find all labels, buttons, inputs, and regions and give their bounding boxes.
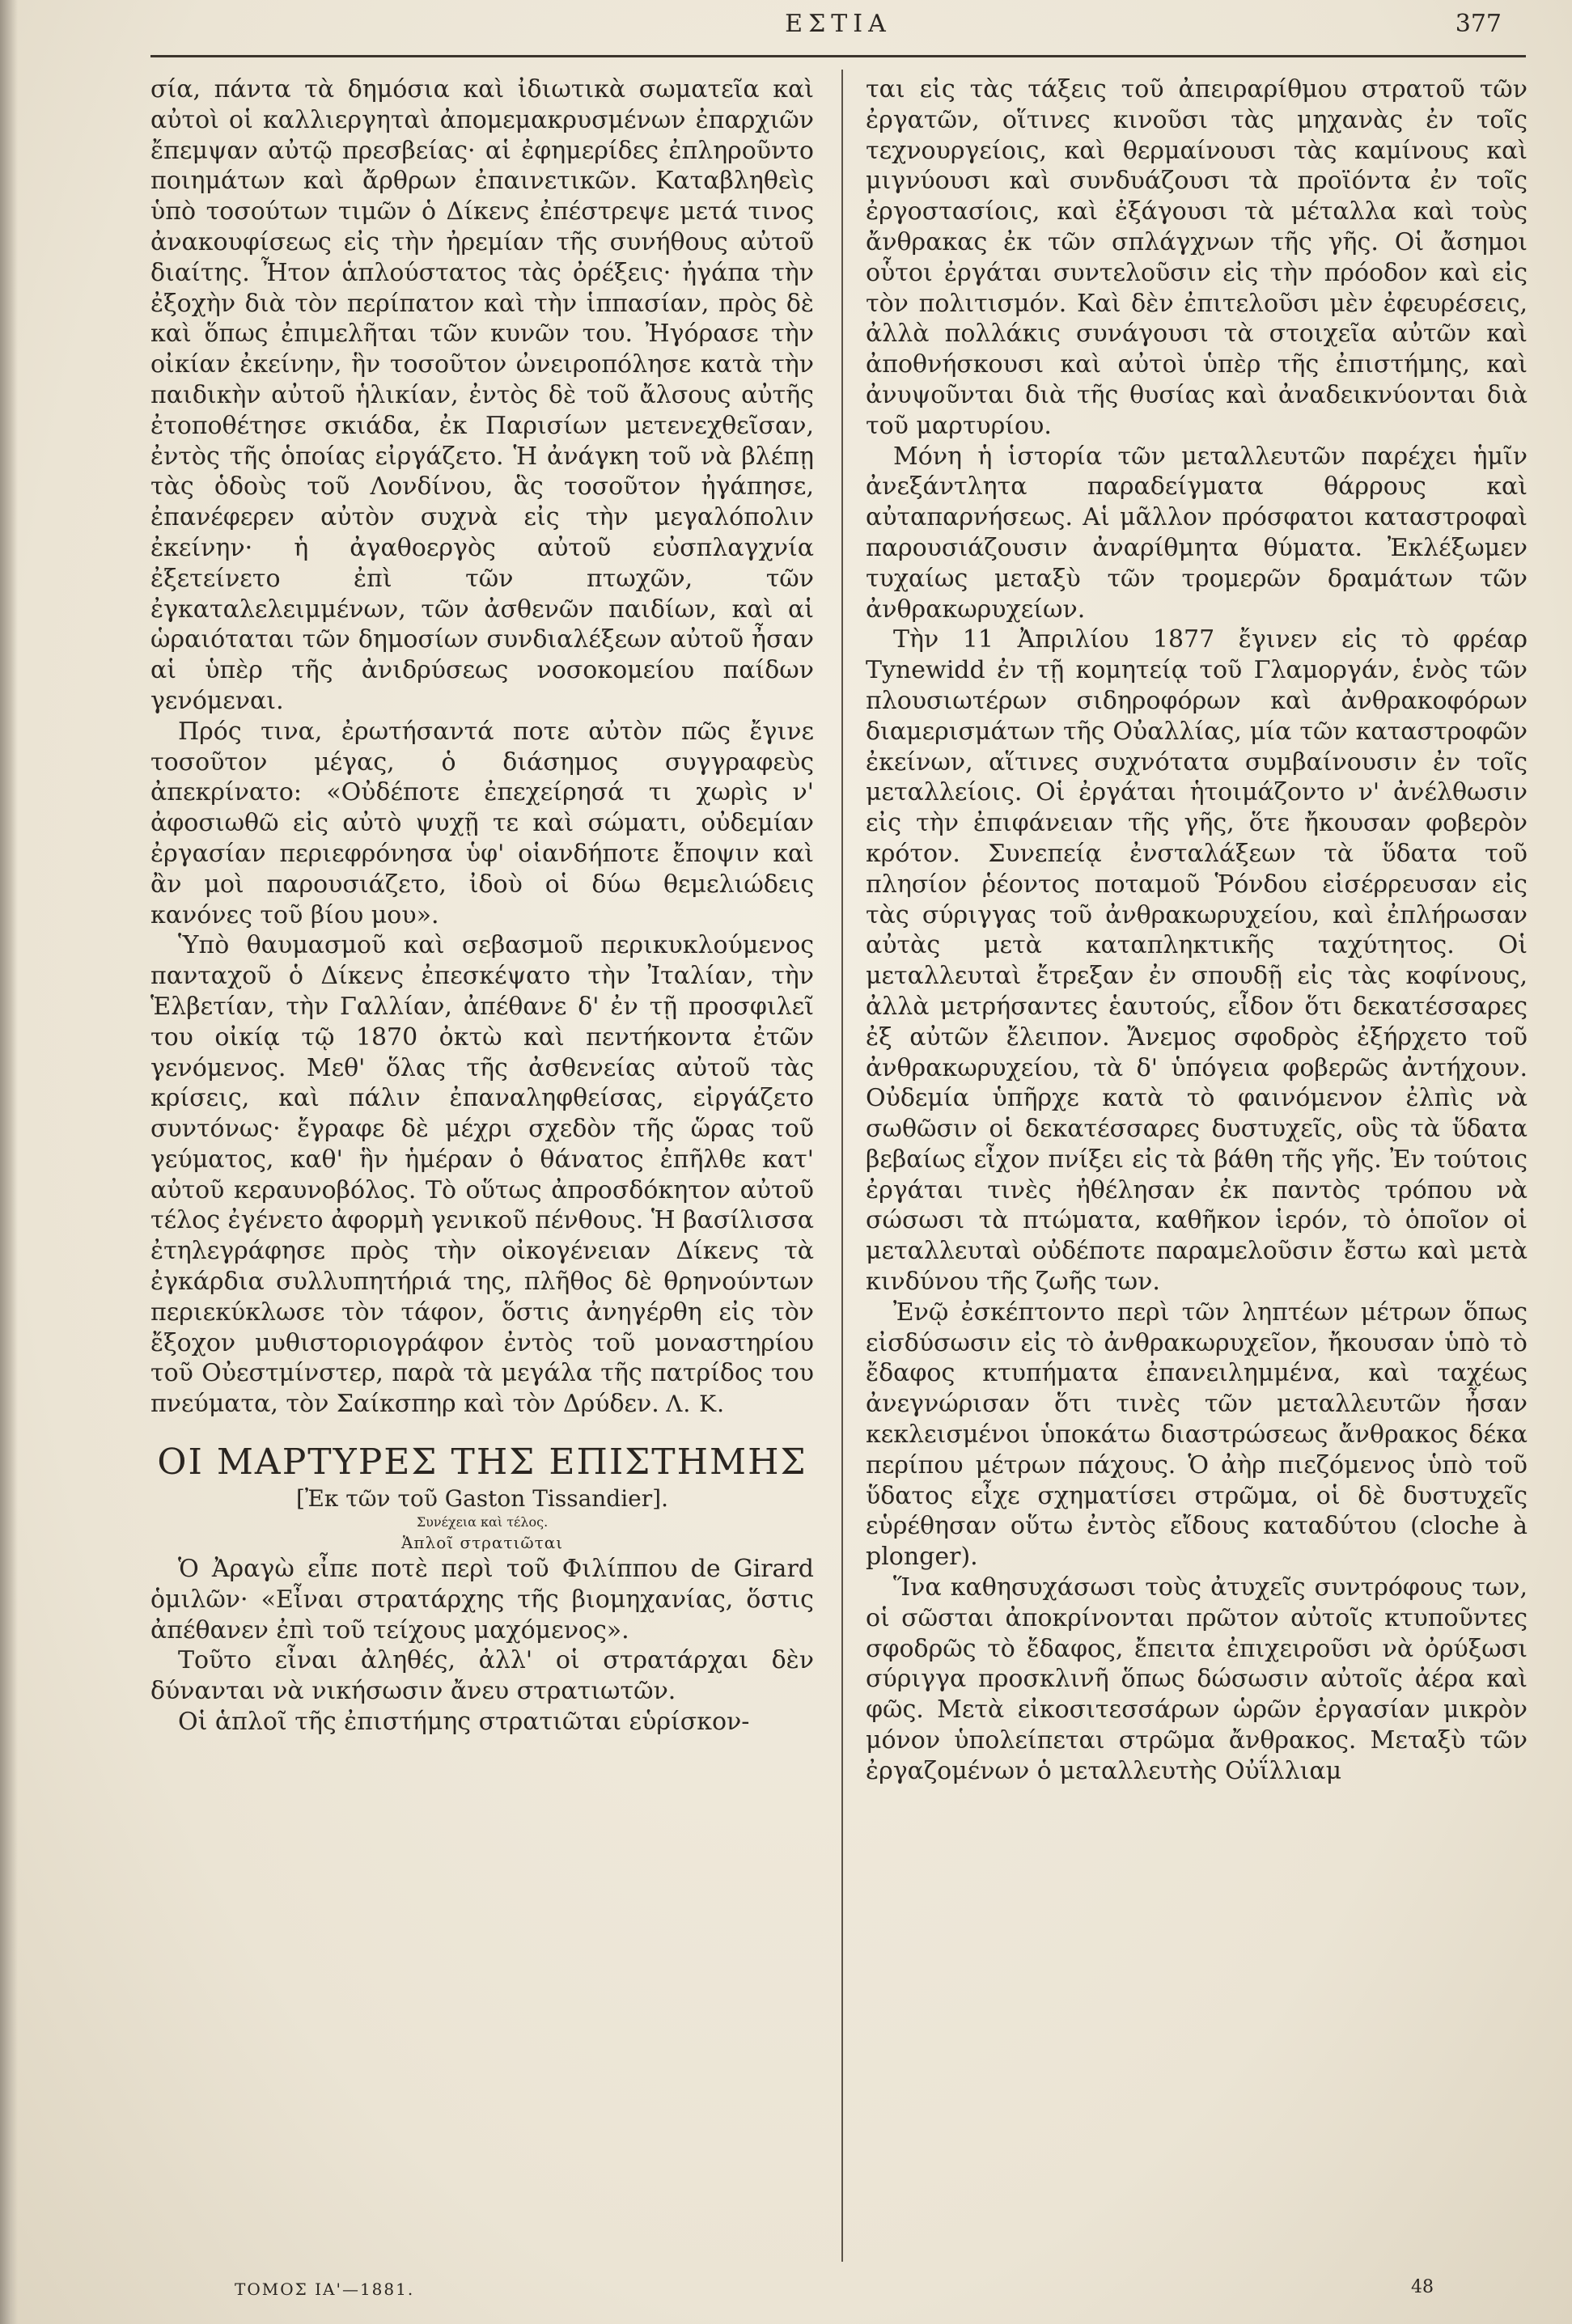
paragraph: Ὑπὸ θαυμασμοῦ καὶ σεβασμοῦ περικυκλούμενος πανταχοῦ ὁ Δίκενς ἐπεσκέψατο τὴν Ἰταλίαν, τὴν Ἑλβετίαν, τὴν Γαλλίαν, ἀπέθανε δ' ἐν τῇ προσφιλεῖ του οἰκίᾳ τῷ 1870 ὀκτὼ καὶ πεντήκοντα ἐτῶν γενόμενος. Μεθ' ὅλας τῆς ἀσθενείας αὐτοῦ τὰς κρίσεις, καὶ πάλιν ἐπαναληφθείσας, εἰργάζετο συντόνως· ἔγραφε δὲ μέχρι σχεδὸν τῆς ὥρας τοῦ γεύματος, καθ' ἣν ἡμέραν ὁ θάνατος ἐπῆλθε κατ' αὐτοῦ κεραυνοβόλος. Τὸ οὕτως ἀπροσδόκητον αὐτοῦ τέλος ἐγένετο ἀφορμὴ γενικοῦ πένθους. Ἡ βασίλισσα ἐτηλεγράφησε πρὸς τὴν οἰκογένειαν Δίκενς τὰ ἐγκάρδια συλλυπητήριά της, πλῆθος δὲ θρηνούντων περιεκύκλωσε τὸν τάφον, ὅστις ἀνηγέρθη εἰς τὸν ἔξοχον μυθιστοριογράφον ἐντὸς τοῦ μοναστηρίου τοῦ Οὐεστμίνστερ, παρὰ τὰ μεγάλα τῆς πατρίδος του πνεύματα, τὸν Σαίκσπηρ καὶ τὸν Δρύδεν. <box>150 931 814 1419</box>
paragraph: Ὁ Ἀραγὼ εἶπε ποτὲ περὶ τοῦ Φιλίππου de Girard ὁμιλῶν· «Εἶναι στρατάρχης τῆς βιομηχανίας, ὅστις ἀπέθανεν ἐπὶ τοῦ τείχους μαχόμενος». <box>150 1555 814 1645</box>
journal-title: ΕΣΤΙΑ <box>785 10 892 38</box>
paragraph: Τὴν 11 Ἀπριλίου 1877 ἔγινεν εἰς τὸ φρέαρ Tynewidd ἐν τῇ κομητείᾳ τοῦ Γλαμοργάν, ἑνὸς τῶν πλουσιωτέρων σιδηροφόρων καὶ ἀνθρακοφόρων διαμερισμάτων τῆς Οὐαλλίας, μία τῶν καταστροφῶν ἐκείνων, αἵτινες συχνότατα συμβαίνουσιν ἐν τοῖς μεταλλείοις. Οἱ ἐργάται ἡτοιμάζοντο ν' ἀνέλθωσιν εἰς τὴν ἐπιφάνειαν τῆς γῆς, ὅτε ἤκουσαν φοβερὸν κρότον. Συνεπείᾳ ἐνσταλάξεων τὰ ὕδατα τοῦ πλησίον ῥέοντος ποταμοῦ Ῥόνδου εἰσέρρευσαν εἰς τὰς σύριγγας τοῦ ἀνθρακωρυχείου, καὶ ἐπλήρωσαν αὐτὰς μετὰ καταπληκτικῆς ταχύτητος. Οἱ μεταλλευταὶ ἔτρεξαν ἐν σπουδῇ εἰς τὰς κοφίνους, ἀλλὰ μετρήσαντες ἑαυτούς, εἶδον ὅτι δεκατέσσαρες ἐξ αὐτῶν ἔλειπον. Ἄνεμος σφοδρὸς ἐξήρχετο τοῦ ἀνθρακωρυχείου, τὰ δ' ὑπόγεια φοβερῶς ἀντήχουν. Οὐδεμία ὑπῆρχε κατὰ τὸ φαινόμενον ἐλπὶς νὰ σωθῶσιν οἱ δεκατέσσαρες δυστυχεῖς, οὓς τὰ ὕδατα βεβαίως εἶχον πνίξει εἰς τὰ βάθη τῆς γῆς. Ἐν τούτοις ἐργάται τινὲς ἠθέλησαν ἐκ παντὸς τρόπου νὰ σώσωσι τὰ πτώματα, καθῆκον ἱερόν, τὸ ὁποῖον οἱ μεταλλευταὶ οὐδέποτε παραμελοῦσιν ἔστω καὶ μετὰ κινδύνου τῆς ζωῆς των. <box>866 625 1528 1297</box>
paragraph: Πρός τινα, ἐρωτήσαντά ποτε αὐτὸν πῶς ἔγινε τοσοῦτον μέγας, ὁ διάσημος συγγραφεὺς ἀπεκρίνατο: «Οὐδέποτε ἐπεχείρησά τι χωρὶς ν' ἀφοσιωθῶ εἰς αὐτὸ ψυχῇ τε καὶ σώματι, οὐδεμίαν ἐργασίαν περιεφρόνησα ὑφ' οἱανδήποτε ἔποψιν καὶ ἂν μοὶ παρουσιάζετο, ἰδοὺ οἱ δύω θεμελιώδεις κανόνες τοῦ βίου μου». <box>150 717 814 929</box>
paragraph: Μόνη ἡ ἱστορία τῶν μεταλλευτῶν παρέχει ἡμῖν ἀνεξάντλητα παραδείγματα θάρρους καὶ αὐταπαρνήσεως. Αἱ μᾶλλον πρόσφατοι καταστροφαὶ παρουσιάζουσιν ἀναρίθμητα θύματα. Ἐκλέξωμεν τυχαίως μεταξὺ τῶν τρομερῶν δραμάτων τῶν ἀνθρακωρυχείων. <box>866 442 1528 624</box>
signature-mark: 48 <box>1411 2277 1434 2297</box>
left-column <box>150 74 814 1738</box>
page-header <box>150 6 1526 47</box>
author-signature: Λ. Κ. <box>666 1391 725 1418</box>
paragraph: Ἐνῷ ἐσκέπτοντο περὶ τῶν ληπτέων μέτρων ὅπως εἰσδύσωσιν εἰς τὸ ἀνθρακωρυχεῖον, ἤκουσαν ὑπὸ τὸ ἔδαφος κτυπήματα ἐπανειλημμένα, καὶ ταχέως ἀνεγνώρισαν ὅτι τινὲς τῶν μεταλλευτῶν ἦσαν κεκλεισμένοι ὑποκάτω διαστρώσεως ἄνθρακος δέκα περίπου μέτρων πάχους. Ὁ ἀὴρ πιεζόμενος ὑπὸ τοῦ ὕδατος εἶχε σχηματίσει στρῶμα, οἱ δὲ δυστυχεῖς εὑρέθησαν οὕτω ἐντὸς εἴδους καταδύτου (cloche à plonger). <box>866 1297 1528 1572</box>
paragraph: ται εἰς τὰς τάξεις τοῦ ἀπειραρίθμου στρατοῦ τῶν ἐργατῶν, οἵτινες κινοῦσι τὰς μηχανὰς ἐν τοῖς τεχνουργείοις, καὶ θερμαίνουσι τὰς καμίνους καὶ μιγνύουσι καὶ συνδυάζουσι τὰ προϊόντα ἐν τοῖς ἐργοστασίοις, καὶ ἐξάγουσι τὰ μέταλλα καὶ τοὺς ἄνθρακας ἐκ τῶν σπλάγχνων τῆς γῆς. Οἱ ἄσημοι οὗτοι ἐργάται συντελοῦσιν εἰς τὴν πρόοδον καὶ εἰς τὸν πολιτισμόν. Καὶ δὲν ἐπιτελοῦσι μὲν ἐφευρέσεις, ἀλλὰ πολλάκις συνάγουσι τὰ στοιχεῖα αὐτῶν καὶ ἀποθνήσκουσι καὶ αὐτοὶ ὑπὲρ τῆς ἐπιστήμης, καὶ ἀνυψοῦνται διὰ τῆς θυσίας καὶ ἀναδεικνύονται διὰ τοῦ μαρτυρίου. <box>866 75 1528 440</box>
article-continuation: Συνέχεια καὶ τέλος. <box>416 1514 549 1530</box>
article-subtitle: Ἁπλοῖ στρατιῶται <box>400 1533 564 1553</box>
article-title: ΟΙ ΜΑΡΤΥΡΕΣ ΤΗΣ ΕΠΙΣΤΗΜΗΣ <box>157 1441 807 1484</box>
paragraph: Οἱ ἁπλοῖ τῆς ἐπιστήμης στρατιῶται εὑρίσκον- <box>178 1708 750 1737</box>
article-heading <box>150 1441 814 1554</box>
right-column <box>866 74 1528 1787</box>
paragraph: σία, πάντα τὰ δημόσια καὶ ἰδιωτικὰ σωματεῖα καὶ αὐτοὶ οἱ καλλιεργηταὶ ἀπομεμακρυσμένων ἐπαρχιῶν ἔπεμψαν αὐτῷ πρεσβείας· αἱ ἐφημερίδες ἐπληροῦντο ποιημάτων καὶ ἄρθρων ἐπαινετικῶν. Καταβληθεὶς ὑπὸ τοσούτων τιμῶν ὁ Δίκενς ἐπέστρεψε μετά τινος ἀνακουφίσεως εἰς τὴν ἠρεμίαν τῆς συνήθους αὐτοῦ διαίτης. Ἦτον ἁπλούστατος τὰς ὀρέξεις· ἠγάπα τὴν ἐξοχὴν διὰ τὸν περίπατον καὶ τὴν ἱππασίαν, πρὸς δὲ καὶ ὅπως ἐπιμελῆται τῶν κυνῶν του. Ἠγόρασε τὴν οἰκίαν ἐκείνην, ἣν τοσοῦτον ὠνειροπόλησε κατὰ τὴν παιδικὴν αὐτοῦ ἡλικίαν, ἐντὸς δὲ τοῦ ἄλσους αὐτῆς ἐτοποθέτησε σκιάδα, ἐκ Παρισίων μετενεχθεῖσαν, ἐντὸς τῆς ὁποίας εἰργάζετο. Ἡ ἀνάγκη τοῦ νὰ βλέπῃ τὰς ὁδοὺς τοῦ Λονδίνου, ἃς τοσοῦτον ἠγάπησε, ἐπανέφερεν αὐτὸν συχνὰ εἰς τὴν μεγαλόπολιν ἐκείνην· ἡ ἀγαθοεργὸς αὐτοῦ εὐσπλαγχνία ἐξετείνετο ἐπὶ τῶν πτωχῶν, τῶν ἐγκαταλελειμμένων, τῶν ἀσθενῶν παιδίων, καὶ αἱ ὡραιόταται τῶν δημοσίων συνδιαλέξεων αὐτοῦ ἦσαν αἱ ὑπὲρ τῆς ἀνιδρύσεως νοσοκομείου παίδων γενόμεναι. <box>150 75 814 715</box>
paragraph: Ἵνα καθησυχάσωσι τοὺς ἀτυχεῖς συντρόφους των, οἱ σῶσται ἀποκρίνονται πρῶτον αὐτοῖς κτυποῦντες σφοδρῶς τὸ ἔδαφος, ἔπειτα ἐπιχειροῦσι νὰ ὀρύξωσι σύριγγα προσκλινῆ ὅπως δώσωσιν αὐτοῖς ἀέρα καὶ φῶς. Μετὰ εἰκοσιτεσσάρων ὡρῶν ἐργασίαν μικρὸν μόνον ὑπολείπεται στρῶμα ἄνθρακος. Μεταξὺ τῶν ἐργαζομένων ὁ μεταλλευτὴς Οὐΐλλιαμ <box>866 1573 1528 1785</box>
paragraph: Τοῦτο εἶναι ἀληθές, ἀλλ' οἱ στρατάρχαι δὲν δύνανται νὰ νικήσωσιν ἄνευ στρατιωτῶν. <box>150 1646 814 1706</box>
page-number: 377 <box>1455 10 1502 38</box>
column-divider <box>841 70 843 2262</box>
header-rule <box>150 55 1526 57</box>
article-source: [Ἐκ τῶν τοῦ Gaston Tissandier]. <box>296 1485 668 1513</box>
page-binding-edge <box>0 0 18 2324</box>
volume-footer: ΤΟΜΟΣ ΙΑ'—1881. <box>235 2280 415 2299</box>
